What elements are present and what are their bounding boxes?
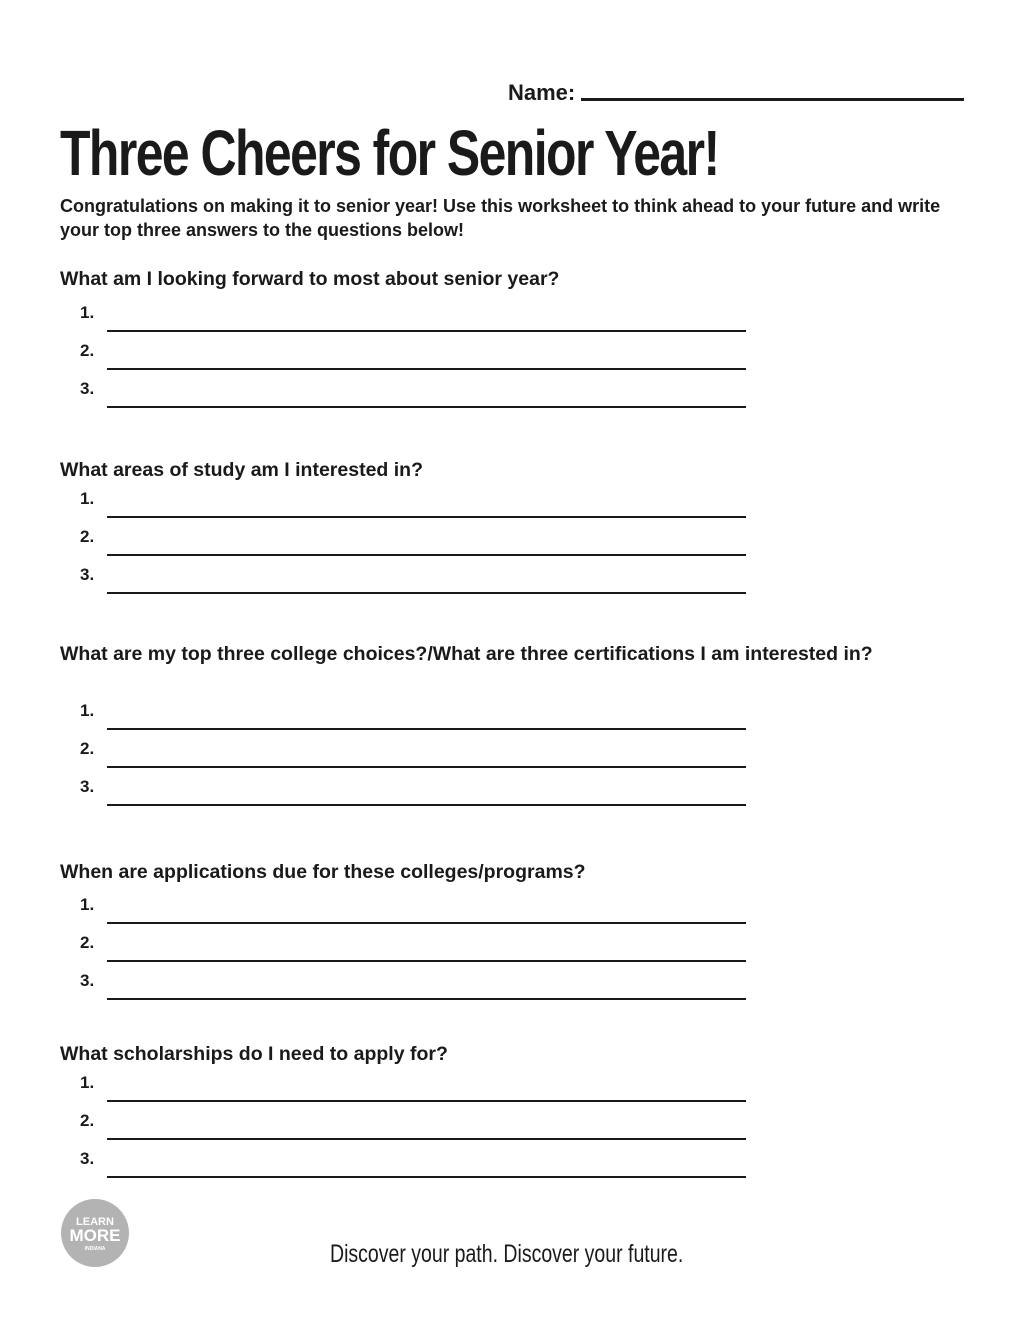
name-field-line[interactable] bbox=[581, 98, 964, 101]
answer-4-3[interactable] bbox=[80, 970, 746, 1000]
answer-line[interactable] bbox=[107, 592, 746, 594]
answer-number: 3. bbox=[80, 971, 95, 990]
answer-number: 2. bbox=[80, 933, 95, 952]
answer-5-1[interactable] bbox=[80, 1072, 746, 1102]
answer-number: 1. bbox=[80, 895, 95, 914]
answer-number: 2. bbox=[80, 527, 95, 546]
answer-number: 1. bbox=[80, 701, 95, 720]
answer-line[interactable] bbox=[107, 998, 746, 1000]
answer-number: 1. bbox=[80, 303, 95, 322]
answer-line[interactable] bbox=[107, 406, 746, 408]
answer-line[interactable] bbox=[107, 1176, 746, 1178]
answer-number: 2. bbox=[80, 1111, 95, 1130]
answer-3-2[interactable] bbox=[80, 738, 746, 768]
question-2: What areas of study am I interested in? bbox=[60, 459, 423, 481]
answer-number: 2. bbox=[80, 341, 95, 360]
answer-number: 3. bbox=[80, 1149, 95, 1168]
answer-number: 3. bbox=[80, 565, 95, 584]
answer-number: 3. bbox=[80, 379, 95, 398]
answer-line[interactable] bbox=[107, 554, 746, 556]
answer-line[interactable] bbox=[107, 1138, 746, 1140]
answer-1-1[interactable] bbox=[80, 302, 746, 332]
name-row bbox=[508, 80, 964, 104]
answer-1-3[interactable] bbox=[80, 378, 746, 408]
logo-learn-text: LEARN bbox=[76, 1216, 114, 1228]
answer-line[interactable] bbox=[107, 330, 746, 332]
footer-tagline: Discover your path. Discover your future. bbox=[330, 1240, 684, 1268]
answer-1-2[interactable] bbox=[80, 340, 746, 370]
answer-5-3[interactable] bbox=[80, 1148, 746, 1178]
answer-2-1[interactable] bbox=[80, 488, 746, 518]
answer-2-3[interactable] bbox=[80, 564, 746, 594]
answer-line[interactable] bbox=[107, 1100, 746, 1102]
name-label: Name: bbox=[508, 80, 576, 105]
answer-4-2[interactable] bbox=[80, 932, 746, 962]
logo-more-text: MORE bbox=[69, 1226, 121, 1245]
learn-more-indiana-logo bbox=[60, 1198, 130, 1268]
answer-number: 2. bbox=[80, 739, 95, 758]
answer-line[interactable] bbox=[107, 728, 746, 730]
answer-line[interactable] bbox=[107, 922, 746, 924]
answer-line[interactable] bbox=[107, 804, 746, 806]
question-4: When are applications due for these colleges/programs? bbox=[60, 861, 586, 883]
answer-4-1[interactable] bbox=[80, 894, 746, 924]
logo-indiana-text: INDIANA bbox=[84, 1246, 106, 1252]
answer-number: 1. bbox=[80, 489, 95, 508]
answer-2-2[interactable] bbox=[80, 526, 746, 556]
intro-text: Congratulations on making it to senior year! Use this worksheet to think ahead to your future and write your top three answers to the questions below! bbox=[60, 196, 941, 240]
question-3: What are my top three college choices?/What are three certifications I am interested in? bbox=[60, 643, 873, 665]
answer-number: 3. bbox=[80, 777, 95, 796]
answer-line[interactable] bbox=[107, 960, 746, 962]
answer-line[interactable] bbox=[107, 516, 746, 518]
answer-line[interactable] bbox=[107, 368, 746, 370]
answer-line[interactable] bbox=[107, 766, 746, 768]
answer-5-2[interactable] bbox=[80, 1110, 746, 1140]
question-1: What am I looking forward to most about senior year? bbox=[60, 268, 560, 290]
answer-3-3[interactable] bbox=[80, 776, 746, 806]
answer-number: 1. bbox=[80, 1073, 95, 1092]
answer-3-1[interactable] bbox=[80, 700, 746, 730]
page-title: Three Cheers for Senior Year! bbox=[60, 117, 719, 189]
question-5: What scholarships do I need to apply for? bbox=[60, 1043, 448, 1065]
